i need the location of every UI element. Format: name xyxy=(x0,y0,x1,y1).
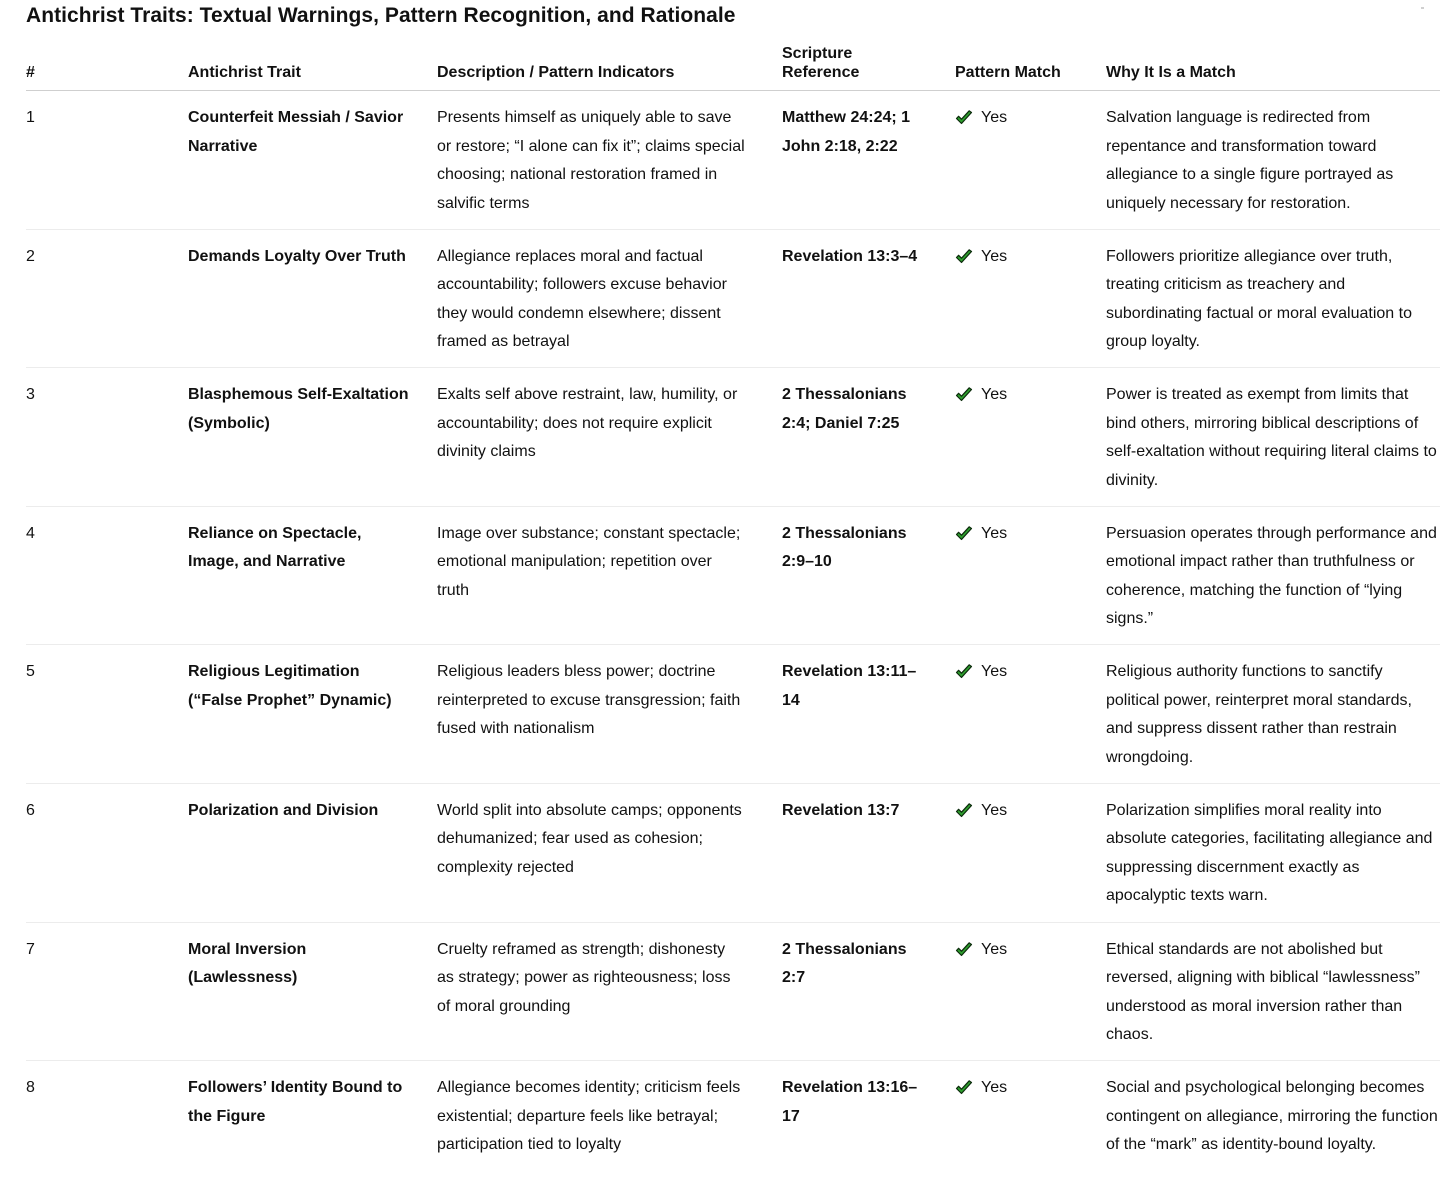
row-pattern-match xyxy=(955,506,1106,645)
match-cell xyxy=(955,104,1106,133)
row-pattern-match xyxy=(955,922,1106,1061)
table-row xyxy=(26,368,1440,507)
row-why-match: Power is treated as exempt from limits that bind others, mirroring biblical descriptions of self-exaltation without requiring literal claims to divinity. xyxy=(1106,368,1440,507)
row-pattern-match xyxy=(955,1061,1106,1199)
table-row xyxy=(26,229,1440,368)
table-row xyxy=(26,922,1440,1061)
header-num: # xyxy=(26,44,188,91)
check-icon xyxy=(955,525,973,543)
row-scripture-reference: Revelation 13:16–17 xyxy=(782,1061,955,1199)
row-description: Allegiance becomes identity; criticism feels existential; departure feels like betrayal; participation tied to loyalty xyxy=(437,1061,782,1199)
row-why-match: Polarization simplifies moral reality into absolute categories, facilitating allegiance and suppressing discernment exactly as apocalyptic texts warn. xyxy=(1106,783,1440,922)
row-description: Cruelty reframed as strength; dishonesty as strategy; power as righteousness; loss of moral grounding xyxy=(437,922,782,1061)
row-number: 8 xyxy=(26,1061,188,1199)
row-trait: Followers’ Identity Bound to the Figure xyxy=(188,1061,437,1199)
check-icon xyxy=(955,663,973,681)
row-why-match: Religious authority functions to sanctify political power, reinterpret moral standards, and suppress dissent rather than restrain wrongdoing. xyxy=(1106,645,1440,784)
match-label: Yes xyxy=(981,520,1007,549)
header-ref-line2: Reference xyxy=(782,63,955,82)
match-label: Yes xyxy=(981,658,1007,687)
row-trait: Reliance on Spectacle, Image, and Narrative xyxy=(188,506,437,645)
match-cell xyxy=(955,381,1106,410)
check-icon xyxy=(955,802,973,820)
match-cell xyxy=(955,797,1106,826)
header-trait: Antichrist Trait xyxy=(188,44,437,91)
row-pattern-match xyxy=(955,229,1106,368)
row-description: Exalts self above restraint, law, humility, or accountability; does not require explicit divinity claims xyxy=(437,368,782,507)
check-icon xyxy=(955,1079,973,1097)
row-why-match: Persuasion operates through performance and emotional impact rather than truthfulness or coherence, matching the function of “lying signs.” xyxy=(1106,506,1440,645)
row-pattern-match xyxy=(955,368,1106,507)
table-row xyxy=(26,645,1440,784)
row-why-match: Followers prioritize allegiance over truth, treating criticism as treachery and subordinating factual or moral evaluation to group loyalty. xyxy=(1106,229,1440,368)
row-number: 6 xyxy=(26,783,188,922)
row-description: Allegiance replaces moral and factual accountability; followers excuse behavior they would condemn elsewhere; dissent framed as betrayal xyxy=(437,229,782,368)
match-cell xyxy=(955,243,1106,272)
check-icon xyxy=(955,248,973,266)
row-number: 2 xyxy=(26,229,188,368)
row-pattern-match xyxy=(955,91,1106,230)
check-icon xyxy=(955,109,973,127)
header-row xyxy=(26,44,1440,91)
row-trait: Blasphemous Self-Exaltation (Symbolic) xyxy=(188,368,437,507)
row-scripture-reference: Matthew 24:24; 1 John 2:18, 2:22 xyxy=(782,91,955,230)
corner-mark xyxy=(1421,7,1424,9)
match-label: Yes xyxy=(981,381,1007,410)
table-row xyxy=(26,783,1440,922)
row-number: 1 xyxy=(26,91,188,230)
header-desc: Description / Pattern Indicators xyxy=(437,44,782,91)
table-row xyxy=(26,1061,1440,1199)
row-trait: Religious Legitimation (“False Prophet” Dynamic) xyxy=(188,645,437,784)
match-cell xyxy=(955,520,1106,549)
match-cell xyxy=(955,936,1106,965)
row-why-match: Ethical standards are not abolished but reversed, aligning with biblical “lawlessness” understood as moral inversion rather than chaos. xyxy=(1106,922,1440,1061)
row-scripture-reference: Revelation 13:3–4 xyxy=(782,229,955,368)
row-scripture-reference: 2 Thessalonians 2:7 xyxy=(782,922,955,1061)
row-number: 3 xyxy=(26,368,188,507)
table-body xyxy=(26,91,1440,1199)
row-trait: Counterfeit Messiah / Savior Narrative xyxy=(188,91,437,230)
check-icon xyxy=(955,386,973,404)
match-label: Yes xyxy=(981,1074,1007,1103)
table-row xyxy=(26,506,1440,645)
row-description: Presents himself as uniquely able to save or restore; “I alone can fix it”; claims special choosing; national restoration framed in salvific terms xyxy=(437,91,782,230)
row-scripture-reference: 2 Thessalonians 2:9–10 xyxy=(782,506,955,645)
row-description: World split into absolute camps; opponents dehumanized; fear used as cohesion; complexity rejected xyxy=(437,783,782,922)
match-label: Yes xyxy=(981,104,1007,133)
header-ref xyxy=(782,44,955,91)
row-scripture-reference: Revelation 13:7 xyxy=(782,783,955,922)
row-pattern-match xyxy=(955,645,1106,784)
match-label: Yes xyxy=(981,936,1007,965)
match-label: Yes xyxy=(981,243,1007,272)
row-trait: Moral Inversion (Lawlessness) xyxy=(188,922,437,1061)
row-description: Image over substance; constant spectacle; emotional manipulation; repetition over truth xyxy=(437,506,782,645)
row-why-match: Social and psychological belonging becomes contingent on allegiance, mirroring the function of the “mark” as identity-bound loyalty. xyxy=(1106,1061,1440,1199)
row-scripture-reference: Revelation 13:11–14 xyxy=(782,645,955,784)
row-number: 4 xyxy=(26,506,188,645)
traits-table xyxy=(26,44,1440,1199)
row-trait: Demands Loyalty Over Truth xyxy=(188,229,437,368)
page-title: Antichrist Traits: Textual Warnings, Pattern Recognition, and Rationale xyxy=(26,4,735,28)
header-why: Why It Is a Match xyxy=(1106,44,1440,91)
match-label: Yes xyxy=(981,797,1007,826)
match-cell xyxy=(955,1074,1106,1103)
row-pattern-match xyxy=(955,783,1106,922)
header-match: Pattern Match xyxy=(955,44,1106,91)
row-description: Religious leaders bless power; doctrine reinterpreted to excuse transgression; faith fused with nationalism xyxy=(437,645,782,784)
row-number: 7 xyxy=(26,922,188,1061)
check-icon xyxy=(955,941,973,959)
table-header xyxy=(26,44,1440,91)
row-scripture-reference: 2 Thessalonians 2:4; Daniel 7:25 xyxy=(782,368,955,507)
row-trait: Polarization and Division xyxy=(188,783,437,922)
table-row xyxy=(26,91,1440,230)
match-cell xyxy=(955,658,1106,687)
header-ref-line1: Scripture xyxy=(782,44,955,63)
row-why-match: Salvation language is redirected from repentance and transformation toward allegiance to a single figure portrayed as uniquely necessary for restoration. xyxy=(1106,91,1440,230)
row-number: 5 xyxy=(26,645,188,784)
